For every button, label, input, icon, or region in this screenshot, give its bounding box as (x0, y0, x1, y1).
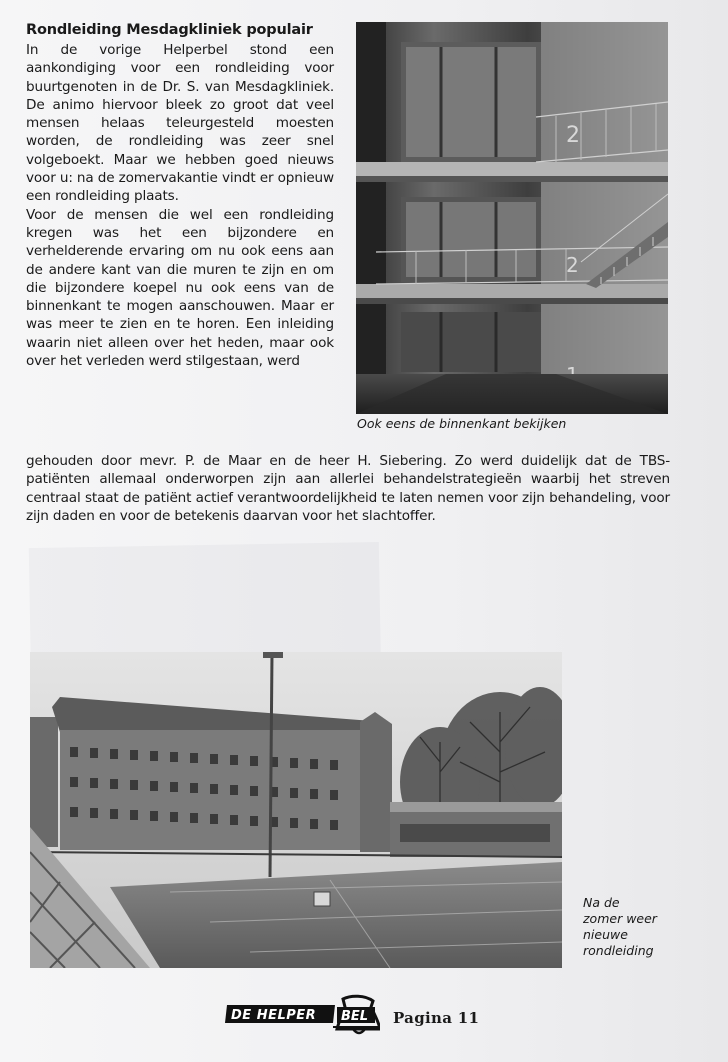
page-number: Pagina 11 (393, 1009, 480, 1027)
svg-text:2: 2 (566, 123, 580, 148)
paragraph-1: In de vorige Helperbel stond een aankondiging voor een rondleiding voor buurtgenoten in de Dr. S. van Mesdagkliniek. De animo hiervoor bleek zo groot dat veel mensen helaas teleurgesteld moesten worden, de rondleiding was zeer snel volgeboekt. Maar we hebben goed nieuws voor u: na de zomervakantie vindt er opnieuw een rondleiding plaats. (26, 42, 334, 205)
article-full-width-text (26, 452, 670, 525)
prison-interior-photo (356, 22, 668, 414)
photo1-caption: Ook eens de binnenkant bekijken (357, 416, 567, 431)
photo2-caption-line: nieuwe (583, 927, 628, 942)
prison-building-illustration (30, 652, 562, 968)
prison-interior-illustration (356, 22, 668, 414)
page-footer (225, 993, 525, 1045)
article-column-text (26, 41, 334, 370)
paragraph-3: gehouden door mevr. P. de Maar en de heer H. Siebering. Zo werd duidelijk dat de TBS-patiënten allemaal onderworpen zijn aan allerlei behandelstrategieën waarbij het streven centraal staat de patiënt actief verantwoordelijkheid te laten nemen voor zijn behandeling, voor zijn daden en voor de betekenis daarvan voor het slachtoffer. (26, 453, 670, 524)
photo2-caption-line: rondleiding (583, 943, 654, 958)
paragraph-2: Voor de mensen die wel een rondleiding kregen was het een bijzondere en verhelderende ervaring om nu ook eens aan de andere kant van die muren te zijn en om die bijzondere koepel nu ook eens van de binnenkant te mogen aanschouwen. Maar er was meer te zien en te horen. Een inleiding waarin niet alleen over het heden, maar ook over het verleden werd stilgestaan, werd (26, 206, 334, 370)
photo2-caption-line: Na de (583, 895, 620, 910)
helperbel-logo (225, 993, 380, 1037)
article-title: Rondleiding Mesdagkliniek populair (26, 22, 313, 38)
prison-building-photo (30, 652, 562, 968)
logo-text-left: DE HELPER (231, 1008, 317, 1023)
photo2-caption-line: zomer weer (583, 911, 657, 926)
svg-text:2: 2 (566, 253, 579, 277)
photo2-caption (583, 895, 693, 959)
logo-text-right: BEL (341, 1009, 369, 1024)
